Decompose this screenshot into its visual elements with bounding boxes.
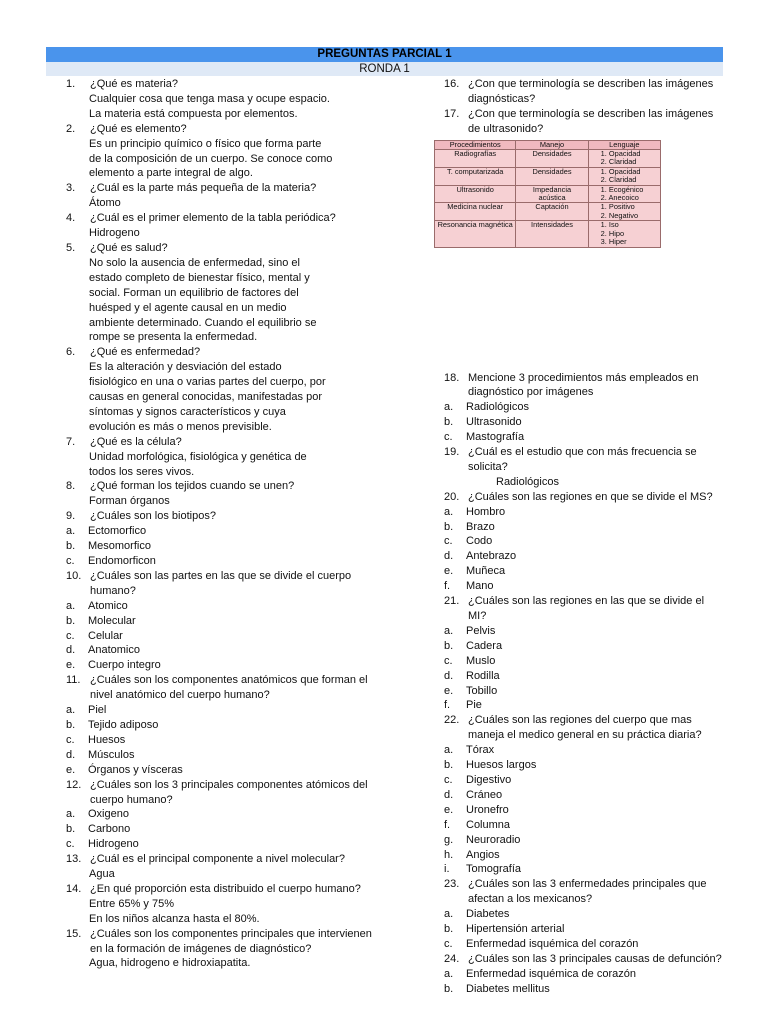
option-letter: b. bbox=[444, 520, 454, 533]
answer-option bbox=[46, 554, 376, 569]
answer-line: Agua, hidrogeno e hidroxiapatita. bbox=[89, 957, 251, 970]
answer-line: rompe se presenta la enfermedad. bbox=[89, 331, 258, 344]
answer-line: Radiológicos bbox=[496, 475, 559, 488]
question-text: ¿Cuáles son las regiones en que se divide el MS? bbox=[468, 490, 713, 503]
question-number: 20. bbox=[444, 490, 460, 503]
language-term: 2. Negativo bbox=[600, 210, 639, 220]
answer-option bbox=[424, 788, 724, 803]
option-letter: a. bbox=[66, 525, 76, 538]
question-number: 4. bbox=[66, 212, 76, 225]
question-text: ¿Qué forman los tejidos cuando se unen? bbox=[90, 480, 295, 493]
option-letter: a. bbox=[444, 401, 454, 414]
question-item bbox=[46, 673, 376, 703]
option-letter: a. bbox=[444, 908, 454, 921]
answer-option bbox=[424, 758, 724, 773]
question-text: ¿Qué es salud? bbox=[90, 241, 168, 254]
option-text: Piel bbox=[88, 704, 107, 717]
question-text: ¿Cuáles son las 3 enfermedades principales que afectan a los mexicanos? bbox=[468, 878, 707, 906]
question-number: 21. bbox=[444, 595, 460, 608]
option-letter: e. bbox=[444, 803, 454, 816]
question-item bbox=[424, 713, 724, 743]
answer-line: Es un principio químico o físico que forma parte bbox=[89, 137, 322, 150]
option-letter: e. bbox=[444, 565, 454, 578]
question-number: 6. bbox=[66, 346, 76, 359]
answer-options bbox=[424, 400, 724, 445]
answer-option bbox=[424, 698, 724, 713]
option-letter: a. bbox=[66, 704, 76, 717]
option-text: Columna bbox=[466, 818, 511, 831]
answer-line: todos los seres vivos. bbox=[89, 465, 195, 478]
answer-options bbox=[424, 624, 724, 713]
option-letter: a. bbox=[444, 744, 454, 757]
language-term: 2. Claridad bbox=[600, 157, 637, 167]
question-text: Mencione 3 procedimientos más empleados en diagnóstico por imágenes bbox=[468, 371, 699, 399]
answer-options bbox=[46, 703, 376, 778]
option-text: Tejido adiposo bbox=[88, 718, 159, 731]
option-letter: e. bbox=[66, 763, 76, 776]
option-text: Mesomorfico bbox=[88, 540, 151, 553]
option-text: Neuroradio bbox=[466, 833, 521, 846]
option-text: Muñeca bbox=[466, 565, 506, 578]
table-row bbox=[435, 203, 661, 221]
option-letter: c. bbox=[66, 555, 75, 567]
answer-option bbox=[46, 703, 376, 718]
answer-options bbox=[424, 743, 724, 877]
question-item bbox=[46, 435, 376, 450]
option-letter: b. bbox=[66, 614, 76, 627]
language-cell bbox=[588, 150, 660, 168]
language-cell bbox=[588, 203, 660, 221]
option-letter: a. bbox=[444, 967, 454, 980]
option-letter: a. bbox=[444, 505, 454, 518]
table-header-language: Lenguaje bbox=[588, 140, 660, 149]
option-letter: b. bbox=[66, 823, 76, 836]
language-term: 1. Opacidad bbox=[600, 149, 641, 159]
option-text: Músculos bbox=[88, 748, 135, 761]
question-item bbox=[46, 882, 376, 897]
handling-cell: Densidades bbox=[516, 150, 588, 168]
answer-option bbox=[424, 624, 724, 639]
answer-option bbox=[46, 599, 376, 614]
answer-option bbox=[424, 862, 724, 877]
option-text: Pie bbox=[466, 699, 482, 712]
answer-option bbox=[424, 833, 724, 848]
question-text: ¿Con que terminología se describen las imágenes diagnósticas? bbox=[468, 78, 714, 105]
option-letter: d. bbox=[66, 644, 76, 657]
right-bottom-questions bbox=[424, 371, 724, 997]
answer-option bbox=[424, 773, 724, 788]
table-row bbox=[435, 150, 661, 168]
question-item bbox=[46, 927, 376, 957]
question-item bbox=[46, 345, 376, 360]
answer-line: Unidad morfológica, fisiológica y genética de bbox=[89, 450, 307, 463]
answer-line: Forman órganos bbox=[89, 495, 170, 508]
question-text: ¿Qué es elemento? bbox=[90, 122, 187, 135]
answer-options bbox=[46, 599, 376, 674]
document-title: PREGUNTAS PARCIAL 1 bbox=[46, 47, 723, 62]
question-item bbox=[46, 778, 376, 808]
option-letter: a. bbox=[66, 599, 76, 612]
language-cell bbox=[588, 185, 660, 203]
language-term: 2. Hipo bbox=[600, 228, 625, 238]
question-text: ¿Cuáles son los componentes anatómicos que forman el nivel anatómico del cuerpo humano? bbox=[90, 674, 368, 702]
table-row bbox=[435, 221, 661, 247]
option-text: Radiológicos bbox=[466, 401, 529, 414]
option-text: Cráneo bbox=[466, 788, 503, 801]
answer-option bbox=[46, 748, 376, 763]
question-number: 16. bbox=[444, 78, 460, 90]
question-text: ¿Qué es la célula? bbox=[90, 435, 182, 448]
option-letter: c. bbox=[444, 773, 453, 786]
answer-option bbox=[424, 818, 724, 833]
handling-cell: Captación bbox=[516, 203, 588, 221]
option-letter: b. bbox=[444, 416, 454, 429]
right-top-questions bbox=[424, 77, 724, 137]
answer-option bbox=[46, 539, 376, 554]
question-text: ¿Qué es materia? bbox=[90, 78, 179, 90]
option-letter: a. bbox=[66, 808, 76, 821]
question-text: ¿Cuáles son las 3 principales causas de defunción? bbox=[468, 952, 722, 965]
question-number: 19. bbox=[444, 446, 460, 459]
option-text: Rodilla bbox=[466, 669, 500, 682]
language-cell bbox=[588, 221, 660, 247]
question-text: ¿Cuál es el estudio que con más frecuencia se solicita? bbox=[468, 446, 697, 473]
option-letter: d. bbox=[66, 748, 76, 761]
answer-line: síntomas y signos característicos y cuya bbox=[89, 405, 286, 418]
question-item bbox=[46, 241, 376, 256]
option-text: Tomografía bbox=[466, 863, 522, 876]
question-number: 18. bbox=[444, 371, 460, 384]
question-text: ¿Qué es enfermedad? bbox=[90, 346, 201, 359]
question-number: 3. bbox=[66, 182, 76, 195]
language-term: 3. Hiper bbox=[600, 237, 627, 247]
answer-option bbox=[424, 579, 724, 594]
imaging-terminology-table bbox=[434, 140, 661, 248]
question-item bbox=[424, 490, 724, 505]
option-letter: a. bbox=[444, 624, 454, 637]
answer-line: La materia está compuesta por elementos. bbox=[89, 107, 298, 120]
option-letter: c. bbox=[444, 654, 453, 667]
option-text: Tórax bbox=[466, 744, 495, 757]
answer-option bbox=[424, 937, 724, 952]
question-text: ¿Cuál es la parte más pequeña de la materia? bbox=[90, 182, 317, 195]
option-letter: c. bbox=[444, 937, 453, 950]
language-term: 2. Claridad bbox=[600, 175, 637, 185]
question-number: 5. bbox=[66, 241, 76, 254]
answer-option bbox=[424, 400, 724, 415]
option-text: Hombro bbox=[466, 505, 506, 518]
answer-option bbox=[46, 763, 376, 778]
answer-line: Hidrogeno bbox=[89, 227, 140, 240]
option-text: Anatomico bbox=[88, 644, 140, 657]
option-text: Hipertensión arterial bbox=[466, 923, 565, 936]
option-text: Cadera bbox=[466, 639, 503, 652]
answer-option bbox=[424, 669, 724, 684]
question-text: ¿Cuáles son las partes en las que se divide el cuerpo humano? bbox=[90, 569, 352, 597]
option-letter: h. bbox=[444, 848, 454, 861]
option-letter: d. bbox=[444, 788, 454, 801]
answer-option bbox=[424, 907, 724, 922]
answer-line: social. Forman un equilibrio de factores del bbox=[89, 286, 299, 299]
language-term: 2. Anecoico bbox=[600, 193, 639, 203]
table-row bbox=[435, 167, 661, 185]
answer-line: Entre 65% y 75% bbox=[89, 897, 174, 910]
option-text: Tobillo bbox=[466, 684, 498, 697]
answer-option bbox=[46, 718, 376, 733]
option-text: Muslo bbox=[466, 654, 496, 667]
answer-line: estado completo de bienestar físico, mental y bbox=[89, 271, 310, 284]
answer-option bbox=[424, 505, 724, 520]
question-item bbox=[424, 371, 724, 401]
answer-options bbox=[424, 505, 724, 594]
question-number: 17. bbox=[444, 107, 460, 120]
question-item bbox=[424, 77, 724, 107]
procedure-cell: Ultrasonido bbox=[435, 185, 516, 203]
answer-line: Agua bbox=[89, 868, 115, 881]
answer-option bbox=[424, 430, 724, 445]
handling-cell: Densidades bbox=[516, 167, 588, 185]
answer-option bbox=[46, 837, 376, 852]
question-text: ¿Con que terminología se describen las imágenes de ultrasonido? bbox=[468, 107, 714, 135]
option-text: Cuerpo integro bbox=[88, 659, 161, 672]
option-text: Molecular bbox=[88, 614, 136, 627]
answer-line: En los niños alcanza hasta el 80%. bbox=[89, 912, 260, 925]
question-text: ¿Cuáles son los componentes principales que intervienen en la formación de imágenes de diagnóstico? bbox=[90, 927, 372, 955]
answer-options bbox=[46, 524, 376, 569]
question-text: ¿En qué proporción esta distribuido el cuerpo humano? bbox=[90, 882, 361, 895]
question-number: 7. bbox=[66, 435, 76, 448]
question-text: ¿Cuáles son las regiones en las que se divide el MI? bbox=[468, 595, 705, 622]
answer-line: Cualquier cosa que tenga masa y ocupe espacio. bbox=[89, 92, 330, 105]
round-label: RONDA 1 bbox=[46, 62, 723, 76]
answer-line: No solo la ausencia de enfermedad, sino el bbox=[89, 256, 300, 269]
table-body bbox=[435, 150, 661, 247]
question-number: 11. bbox=[66, 674, 81, 687]
answer-options bbox=[424, 967, 724, 997]
answer-option bbox=[46, 807, 376, 822]
option-letter: c. bbox=[66, 629, 75, 642]
answer-options bbox=[424, 907, 724, 952]
option-text: Endomorficon bbox=[88, 555, 156, 567]
procedure-cell: Resonancia magnética bbox=[435, 221, 516, 247]
option-text: Enfermedad isquémica de corazón bbox=[466, 967, 636, 980]
table-row bbox=[435, 185, 661, 203]
option-text: Huesos bbox=[88, 733, 126, 746]
question-text: ¿Cuáles son las regiones del cuerpo que mas maneja el medico general en su práctica diaria? bbox=[468, 714, 702, 742]
option-text: Carbono bbox=[88, 823, 131, 836]
option-letter: b. bbox=[444, 759, 454, 772]
language-term: 1. Ecogénico bbox=[600, 184, 644, 194]
answer-option bbox=[424, 654, 724, 669]
right-column bbox=[424, 77, 724, 997]
option-letter: g. bbox=[444, 833, 454, 846]
question-item bbox=[424, 877, 724, 907]
option-text: Órganos y vísceras bbox=[88, 763, 183, 776]
answer-line: fisiológico en una o varias partes del cuerpo, por bbox=[89, 376, 326, 389]
answer-option bbox=[46, 822, 376, 837]
option-text: Diabetes mellitus bbox=[466, 982, 550, 995]
question-item bbox=[46, 852, 376, 867]
answer-option bbox=[46, 614, 376, 629]
question-text: ¿Cuáles son los biotipos? bbox=[90, 510, 216, 523]
question-item bbox=[424, 445, 724, 475]
answer-options bbox=[46, 807, 376, 852]
option-letter: b. bbox=[66, 718, 76, 731]
option-letter: c. bbox=[444, 535, 453, 548]
option-letter: b. bbox=[444, 982, 454, 995]
procedure-cell: T. computarizada bbox=[435, 167, 516, 185]
question-item bbox=[46, 569, 376, 599]
option-text: Mastografía bbox=[466, 431, 525, 444]
option-letter: d. bbox=[444, 550, 454, 563]
option-text: Diabetes bbox=[466, 908, 510, 921]
answer-option bbox=[424, 922, 724, 937]
option-text: Hidrogeno bbox=[88, 838, 139, 851]
option-text: Huesos largos bbox=[466, 759, 537, 772]
option-letter: c. bbox=[66, 838, 75, 851]
answer-option bbox=[46, 733, 376, 748]
question-number: 8. bbox=[66, 480, 76, 493]
option-text: Oxigeno bbox=[88, 808, 129, 821]
option-text: Mano bbox=[466, 580, 494, 593]
question-number: 9. bbox=[66, 510, 76, 523]
option-letter: b. bbox=[444, 639, 454, 652]
option-text: Angios bbox=[466, 848, 500, 861]
question-item bbox=[46, 181, 376, 196]
answer-option bbox=[424, 982, 724, 997]
option-letter: e. bbox=[444, 684, 454, 697]
question-item bbox=[46, 77, 376, 92]
answer-option bbox=[424, 967, 724, 982]
answer-option bbox=[424, 549, 724, 564]
question-number: 14. bbox=[66, 882, 82, 895]
procedure-cell: Radiografías bbox=[435, 150, 516, 168]
question-number: 24. bbox=[444, 952, 460, 965]
option-text: Enfermedad isquémica del corazón bbox=[466, 937, 639, 950]
answer-line: ambiente determinado. Cuando el equilibrio se bbox=[89, 316, 317, 329]
answer-option bbox=[424, 534, 724, 549]
option-text: Ultrasonido bbox=[466, 416, 522, 429]
option-letter: i. bbox=[444, 863, 450, 876]
option-letter: f. bbox=[444, 699, 451, 712]
answer-line: Es la alteración y desviación del estado bbox=[89, 361, 282, 374]
answer-option bbox=[424, 639, 724, 654]
question-number: 23. bbox=[444, 878, 460, 891]
question-item bbox=[424, 952, 724, 967]
option-text: Celular bbox=[88, 629, 123, 642]
question-number: 22. bbox=[444, 714, 460, 727]
option-letter: e. bbox=[66, 659, 76, 672]
answer-option bbox=[424, 848, 724, 863]
option-text: Antebrazo bbox=[466, 550, 517, 563]
question-number: 13. bbox=[66, 853, 82, 866]
option-letter: b. bbox=[444, 923, 454, 936]
answer-option bbox=[424, 564, 724, 579]
answer-line: Átomo bbox=[89, 197, 121, 210]
answer-line: huésped y el agente causal en un medio bbox=[89, 301, 287, 314]
question-item bbox=[46, 479, 376, 494]
question-item bbox=[46, 122, 376, 137]
option-text: Pelvis bbox=[466, 624, 496, 637]
answer-line: elemento a parte integral de algo. bbox=[89, 167, 253, 180]
language-term: 1. Opacidad bbox=[600, 166, 641, 176]
answer-line: de la composición de un cuerpo. Se conoce como bbox=[89, 152, 333, 165]
left-column bbox=[46, 77, 376, 971]
question-number: 2. bbox=[66, 122, 76, 135]
option-text: Digestivo bbox=[466, 773, 512, 786]
option-letter: c. bbox=[444, 431, 453, 444]
answer-option bbox=[46, 658, 376, 673]
question-number: 10. bbox=[66, 569, 82, 582]
question-number: 1. bbox=[66, 78, 76, 90]
answer-option bbox=[424, 520, 724, 535]
answer-option bbox=[46, 524, 376, 539]
question-text: ¿Cuáles son los 3 principales componentes atómicos del cuerpo humano? bbox=[90, 778, 368, 806]
language-cell bbox=[588, 167, 660, 185]
language-term: 1. Iso bbox=[600, 220, 619, 230]
table-header-procedures: Procedimientos bbox=[435, 140, 516, 149]
option-letter: f. bbox=[444, 818, 451, 831]
language-term: 1. Positivo bbox=[600, 202, 635, 212]
question-text: ¿Cuál es el primer elemento de la tabla periódica? bbox=[90, 212, 336, 225]
option-letter: b. bbox=[66, 540, 76, 553]
question-text: ¿Cuál es el principal componente a nivel molecular? bbox=[90, 853, 345, 866]
procedure-cell: Medicina nuclear bbox=[435, 203, 516, 221]
option-text: Ectomorfico bbox=[88, 525, 147, 538]
question-number: 15. bbox=[66, 927, 82, 940]
answer-line: causas en general conocidas, manifestadas por bbox=[89, 391, 322, 404]
handling-cell: Impedancia acústica bbox=[516, 185, 588, 203]
answer-option bbox=[424, 743, 724, 758]
option-text: Uronefro bbox=[466, 803, 509, 816]
question-number: 12. bbox=[66, 778, 82, 791]
question-item bbox=[424, 594, 724, 624]
question-item bbox=[46, 211, 376, 226]
answer-option bbox=[46, 643, 376, 658]
answer-option bbox=[424, 684, 724, 699]
option-text: Codo bbox=[466, 535, 493, 548]
option-text: Atomico bbox=[88, 599, 128, 612]
option-letter: d. bbox=[444, 669, 454, 682]
option-text: Brazo bbox=[466, 520, 495, 533]
question-item bbox=[424, 107, 724, 137]
answer-line: evolución es más o menos previsible. bbox=[89, 420, 272, 433]
answer-option bbox=[424, 803, 724, 818]
option-letter: f. bbox=[444, 580, 451, 593]
answer-option bbox=[46, 629, 376, 644]
option-letter: c. bbox=[66, 733, 75, 746]
answer-option bbox=[424, 415, 724, 430]
table-header-handling: Manejo bbox=[516, 140, 588, 149]
question-item bbox=[46, 509, 376, 524]
handling-cell: Intensidades bbox=[516, 221, 588, 247]
